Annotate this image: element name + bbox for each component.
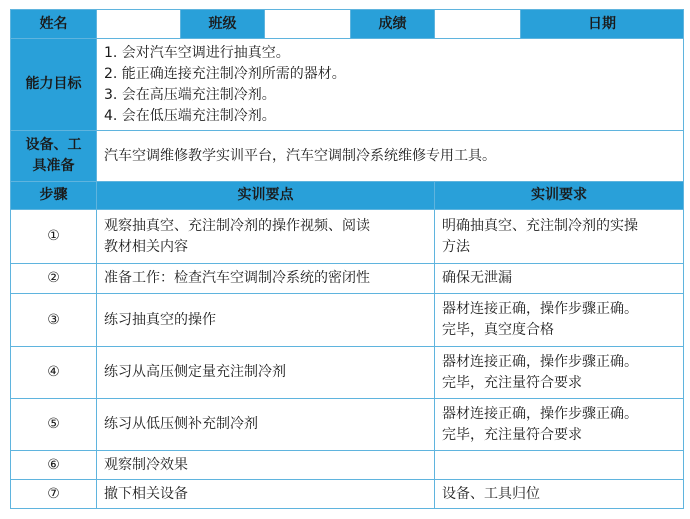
equipment-label xyxy=(11,131,97,182)
step-row xyxy=(11,399,684,451)
step-number: ⑦ xyxy=(11,480,97,509)
equipment-label-line: 具准备 xyxy=(32,158,75,174)
step-point xyxy=(97,210,435,264)
step-requirement: 设备、工具归位 xyxy=(435,480,684,509)
step-number: ⑤ xyxy=(11,399,97,451)
step-point: 准备工作：检查汽车空调制冷系统的密闭性 xyxy=(97,264,435,294)
class-field[interactable] xyxy=(265,10,351,39)
step-requirement xyxy=(435,399,684,451)
score-label: 成绩 xyxy=(351,10,435,39)
steps-header-row xyxy=(11,182,684,210)
step-row xyxy=(11,480,684,509)
step-req-line: 明确抽真空、充注制冷剂的实操 xyxy=(442,217,638,234)
step-row xyxy=(11,264,684,294)
step-number: ⑥ xyxy=(11,451,97,480)
step-row xyxy=(11,451,684,480)
step-point: 练习抽真空的操作 xyxy=(97,294,435,347)
info-row xyxy=(11,10,684,39)
score-field[interactable] xyxy=(435,10,521,39)
goals-content xyxy=(97,39,684,131)
step-req-line: 完毕，充注量符合要求 xyxy=(442,426,582,443)
equipment-text: 汽车空调维修教学实训平台，汽车空调制冷系统维修专用工具。 xyxy=(97,131,684,182)
step-requirement: 确保无泄漏 xyxy=(435,264,684,294)
step-row xyxy=(11,294,684,347)
step-number: ③ xyxy=(11,294,97,347)
equipment-label-line: 设备、工 xyxy=(25,137,82,153)
step-row xyxy=(11,347,684,399)
step-point: 观察制冷效果 xyxy=(97,451,435,480)
step-row xyxy=(11,210,684,264)
step-req-line: 完毕，真空度合格 xyxy=(442,322,554,338)
training-sheet-table xyxy=(10,9,684,509)
step-point-line: 教材相关内容 xyxy=(104,238,188,255)
goal-item: 1. 会对汽车空调进行抽真空。 xyxy=(104,44,290,61)
step-requirement xyxy=(435,347,684,399)
goals-row xyxy=(11,39,684,131)
goal-item: 2. 能正确连接充注制冷剂所需的器材。 xyxy=(104,65,346,82)
step-req-line: 器材连接正确，操作步骤正确。 xyxy=(442,301,638,317)
goal-item: 3. 会在高压端充注制冷剂。 xyxy=(104,86,276,103)
goal-item: 4. 会在低压端充注制冷剂。 xyxy=(104,107,276,124)
name-label: 姓名 xyxy=(11,10,97,39)
step-req-line: 完毕，充注量符合要求 xyxy=(442,374,582,391)
step-requirement xyxy=(435,210,684,264)
step-req-line: 方法 xyxy=(442,238,470,255)
name-field[interactable] xyxy=(97,10,181,39)
step-requirement xyxy=(435,294,684,347)
step-number: ② xyxy=(11,264,97,294)
step-point: 练习从低压侧补充制冷剂 xyxy=(97,399,435,451)
date-label: 日期 xyxy=(521,10,684,39)
step-req-line: 器材连接正确，操作步骤正确。 xyxy=(442,405,638,422)
step-point: 练习从高压侧定量充注制冷剂 xyxy=(97,347,435,399)
goals-label: 能力目标 xyxy=(11,39,97,131)
step-point: 撤下相关设备 xyxy=(97,480,435,509)
step-col-header: 步骤 xyxy=(11,182,97,210)
step-req-line: 器材连接正确，操作步骤正确。 xyxy=(442,353,638,370)
requirements-col-header: 实训要求 xyxy=(435,182,684,210)
step-number: ① xyxy=(11,210,97,264)
points-col-header: 实训要点 xyxy=(97,182,435,210)
step-number: ④ xyxy=(11,347,97,399)
step-requirement xyxy=(435,451,684,480)
step-point-line: 观察抽真空、充注制冷剂的操作视频、阅读 xyxy=(104,217,370,234)
equipment-row xyxy=(11,131,684,182)
class-label: 班级 xyxy=(181,10,265,39)
